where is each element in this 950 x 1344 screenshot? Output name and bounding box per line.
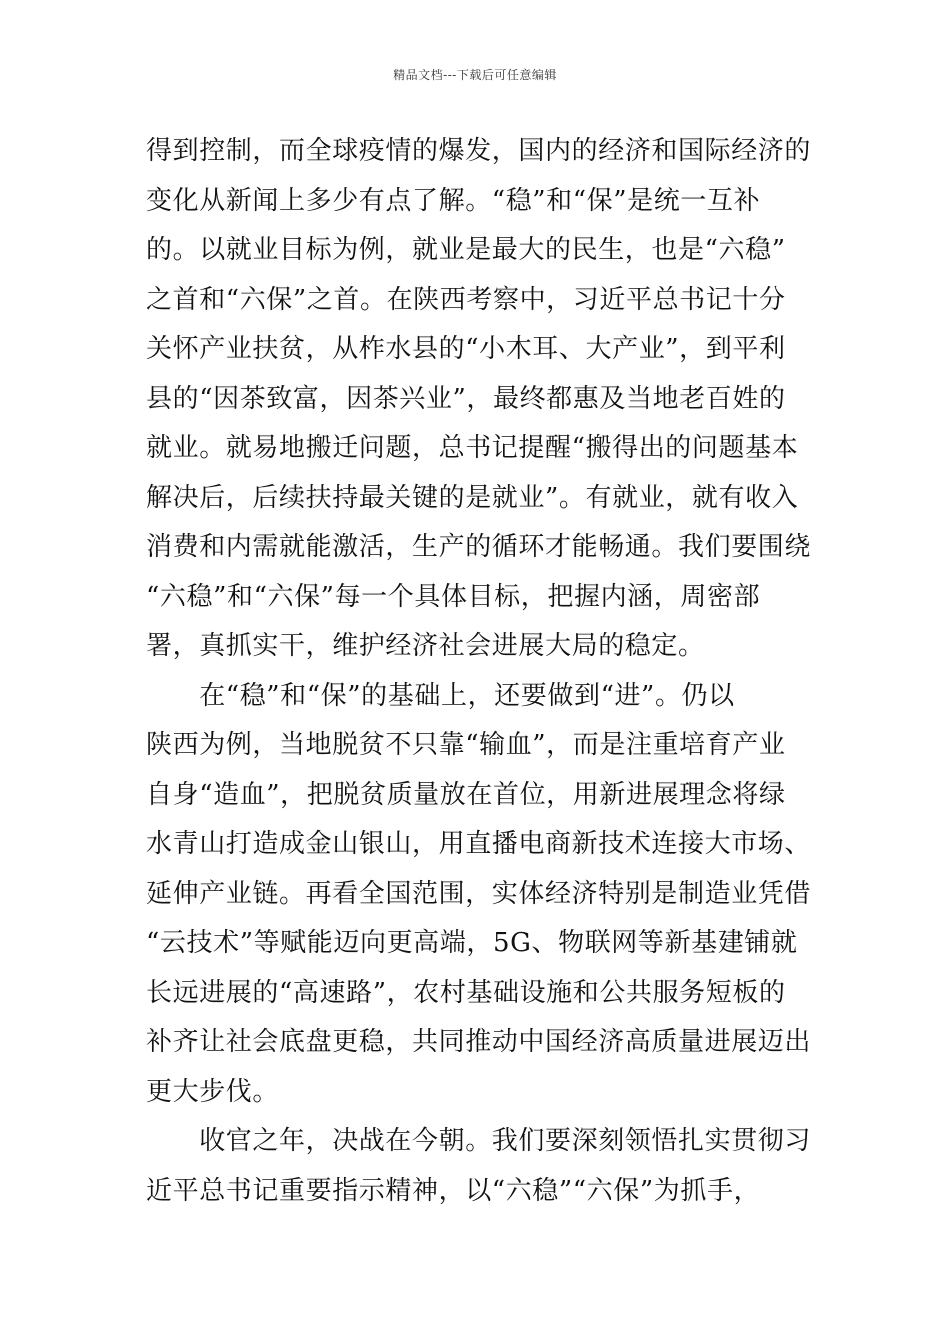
text-line: 县的“因茶致富，因茶兴业”，最终都惠及当地老百姓的: [146, 383, 786, 414]
text-line: 关怀产业扶贫，从柞水县的“小木耳、大产业”，到平利: [146, 334, 786, 364]
text-line: 长远进展的“高速路”，农村基础设施和公共服务短板的: [146, 977, 786, 1008]
text-line: 得到控制，而全球疫情的爆发，国内的经济和国际经济的: [146, 136, 812, 166]
document-body: [146, 127, 811, 1216]
paragraph-2: [146, 672, 811, 1118]
paragraph-3: [146, 1117, 811, 1216]
text-line: 就业。就易地搬迁问题，总书记提醒“搬得出的问题基本: [146, 433, 799, 463]
text-line: 补齐让社会底盘更稳，共同推动中国经济高质量进展迈出: [146, 1027, 812, 1057]
text-line: 在“稳”和“保”的基础上，还要做到“进”。仍以: [146, 680, 735, 711]
text-line: 自身“造血”，把脱贫质量放在首位，用新进展理念将绿: [146, 779, 786, 810]
text-line: 更大步伐。: [146, 1076, 280, 1107]
text-line: “六稳”和“六保”每一个具体目标，把握内涵，周密部: [146, 581, 761, 612]
text-line: “云技术”等赋能迈向更高端，5G、物联网等新基建铺就: [146, 928, 798, 958]
text-line: 署，真抓实干，维护经济社会进展大局的稳定。: [146, 631, 705, 661]
text-line: 水青山打造成金山银山，用直播电商新技术连接大市场、: [146, 829, 812, 859]
text-line: 近平总书记重要指示精神，以“六稳”“六保”为抓手，: [146, 1175, 761, 1206]
text-line: 消费和内需就能激活，生产的循环才能畅通。我们要围绕: [146, 532, 812, 562]
paragraph-1: [146, 127, 811, 672]
text-line: 的。以就业目标为例，就业是最大的民生，也是“六稳”: [146, 235, 786, 265]
text-line: 之首和“六保”之首。在陕西考察中，习近平总书记十分: [146, 284, 786, 315]
text-line: 收官之年，决战在今朝。我们要深刻领悟扎实贯彻习: [146, 1126, 812, 1156]
text-line: 延伸产业链。再看全国范围，实体经济特别是制造业凭借: [146, 878, 812, 909]
text-line: 陕西为例，当地脱贫不只靠“输血”，而是注重培育产业: [146, 730, 786, 760]
text-line: 变化从新闻上多少有点了解。“稳”和“保”是统一互补: [146, 185, 761, 216]
text-line: 解决后，后续扶持最关键的是就业”。有就业，就有收入: [146, 482, 799, 513]
page-header: 精品文档---下载后可任意编辑: [393, 68, 557, 82]
